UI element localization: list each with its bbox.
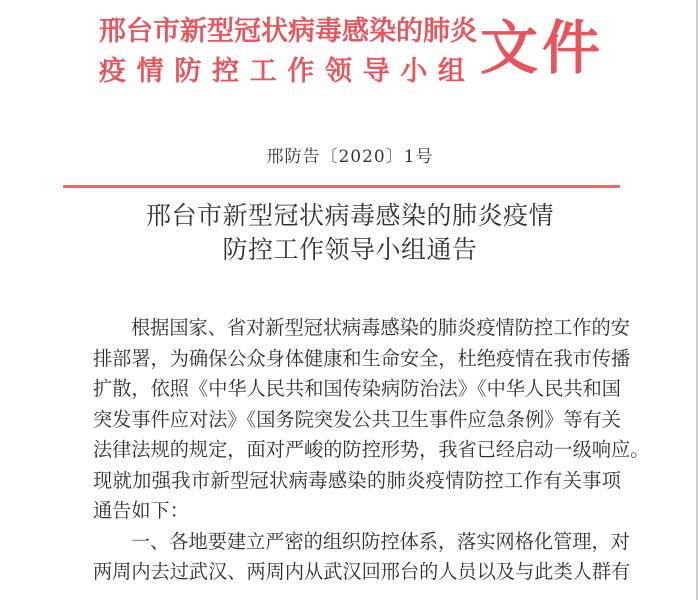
org-char: 炎	[450, 16, 477, 47]
org-char: 感	[342, 16, 369, 47]
org-char: 导	[362, 56, 390, 87]
org-name-line-1	[99, 14, 477, 54]
org-char: 冠	[234, 16, 261, 47]
org-char: 防	[174, 56, 202, 87]
document-title	[0, 199, 700, 267]
org-char: 染	[369, 16, 396, 47]
org-char: 工	[249, 56, 277, 87]
org-char: 情	[136, 56, 164, 87]
org-char: 组	[437, 56, 465, 87]
org-char: 疫	[99, 56, 126, 87]
org-char: 邢	[99, 16, 126, 47]
org-char: 作	[287, 56, 315, 87]
body-line: 法律法规的规定，面对严峻的防控形势，我省已经启动一级响应。	[93, 438, 650, 461]
document-number: 邢防告〔2020〕1号	[266, 147, 434, 167]
org-char: 控	[211, 56, 239, 87]
body-line: 现就加强我市新型冠状病毒感染的肺炎疫情防控工作有关事项	[93, 468, 621, 492]
org-char: 台	[126, 16, 153, 47]
org-char: 小	[400, 56, 428, 87]
org-char: 市	[153, 16, 180, 47]
org-name-line-2	[99, 54, 465, 94]
body-line: 两周内去过武汉、两周内从武汉回邢台的人员以及与此类人群有	[93, 560, 631, 583]
document-body	[93, 313, 650, 588]
title-line-1: 邢台市新型冠状病毒感染的肺炎疫情	[145, 201, 554, 230]
body-line: 突发事件应对法》《国务院突发公共卫生事件应急条例》等有关	[93, 407, 621, 431]
page-edge-border	[696, 0, 698, 600]
issuing-organization	[99, 14, 477, 94]
org-char: 型	[207, 16, 234, 47]
document-type-label: 文件	[480, 14, 605, 82]
body-line: 根据国家、省对新型冠状病毒感染的肺炎疫情防控工作的安	[131, 316, 630, 339]
org-char: 肺	[423, 16, 450, 47]
org-char: 新	[180, 16, 207, 47]
org-char: 的	[396, 16, 423, 47]
body-line: 排部署，为确保公众身体健康和生命安全，杜绝疫情在我市传播	[93, 346, 631, 370]
org-char: 状	[261, 16, 288, 47]
org-char: 毒	[315, 16, 342, 47]
body-line: 扩散，依照《中华人民共和国传染病防治法》《中华人民共和国	[93, 377, 621, 400]
org-char: 领	[324, 56, 352, 87]
body-line: 一、各地要建立严密的组织防控体系，落实网格化管理，对	[131, 529, 630, 553]
red-divider-line	[63, 185, 620, 188]
body-line: 通告如下：	[93, 499, 189, 522]
title-line-2: 防控工作领导小组通告	[222, 235, 478, 264]
org-char: 病	[288, 16, 315, 47]
